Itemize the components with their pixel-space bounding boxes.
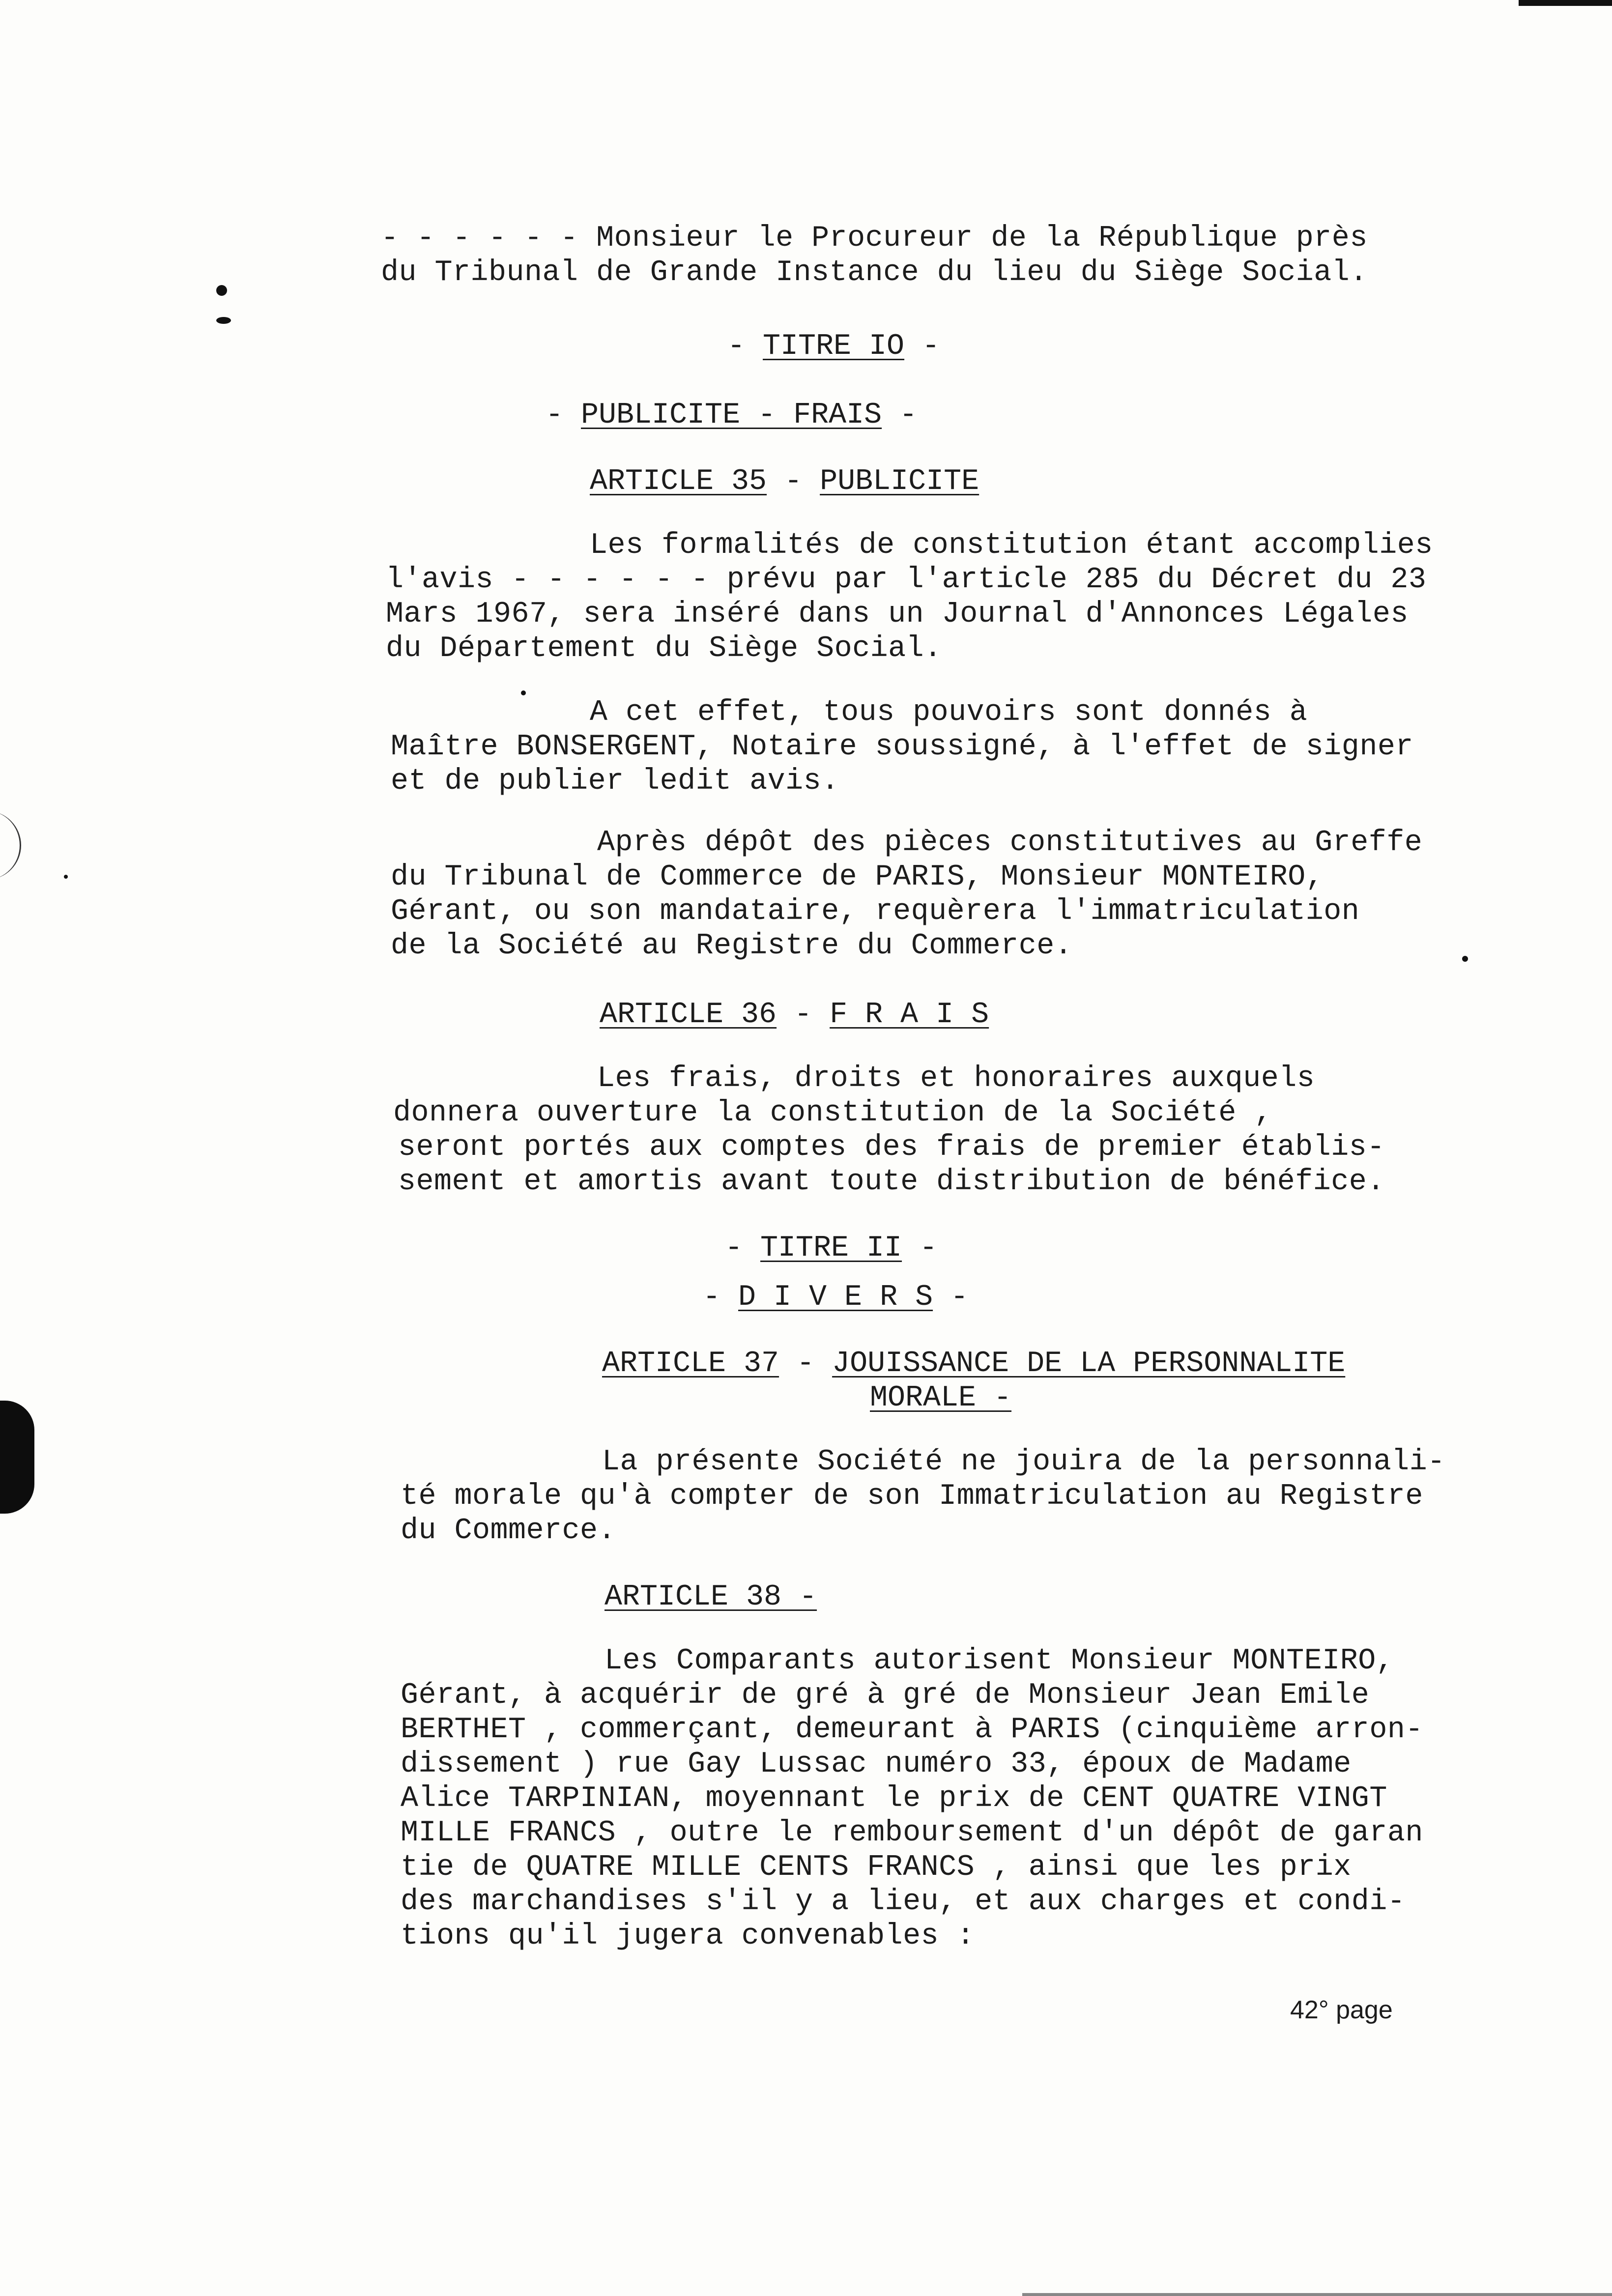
article-36-line-2: donnera ouverture la constitution de la Société , — [393, 1096, 1272, 1130]
article-35-title: PUBLICITE — [820, 465, 979, 498]
page-number: 42° page — [1290, 1996, 1393, 2024]
article-35-heading: ARTICLE 35 - PUBLICITE — [590, 465, 979, 498]
titre-10-subtitle: PUBLICITE - FRAIS — [581, 399, 882, 432]
article-38-line-4: dissement ) rue Gay Lussac numéro 33, époux de Madame — [401, 1748, 1352, 1781]
scan-speck — [1462, 956, 1468, 962]
article-38-line-9: tions qu'il jugera convenables : — [401, 1920, 975, 1953]
article-38-line-1: Les Comparants autorisent Monsieur MONTEIRO, — [604, 1644, 1394, 1678]
article-37-title-line-2-wrap — [870, 1383, 1011, 1413]
article-36-title: F R A I S — [830, 998, 989, 1032]
titre-11-label: TITRE II — [760, 1232, 902, 1265]
article-36-label: ARTICLE 36 — [600, 998, 777, 1032]
article-35-p2-line-2: Maître BONSERGENT, Notaire soussigné, à l'effet de signer — [391, 730, 1413, 764]
article-37-line-2: té morale qu'à compter de son Immatriculation au Registre — [401, 1480, 1423, 1513]
scan-bottom-edge — [1022, 2293, 1612, 2296]
scan-edge-mark — [1519, 0, 1612, 6]
scan-speck — [216, 285, 227, 296]
article-35-p2-line-3: et de publier ledit avis. — [391, 765, 839, 798]
article-35-p3-line-3: Gérant, ou son mandataire, requèrera l'immatriculation — [391, 895, 1360, 928]
article-35-p3-line-2: du Tribunal de Commerce de PARIS, Monsieur MONTEIRO, — [391, 861, 1324, 894]
titre-11-subtitle-heading: - D I V E R S - — [703, 1281, 969, 1314]
article-38-heading — [604, 1582, 817, 1612]
article-37-heading: ARTICLE 37 - JOUISSANCE DE LA PERSONNALITE — [602, 1347, 1346, 1380]
article-37-label: ARTICLE 37 — [602, 1347, 779, 1380]
article-37-line-1: La présente Société ne jouira de la personnali- — [602, 1445, 1445, 1479]
article-35-p3-line-1: Après dépôt des pièces constitutives au Greffe — [597, 826, 1423, 860]
scan-speck — [521, 690, 526, 695]
scan-edge-curve — [0, 811, 21, 880]
article-35-p3-line-4: de la Société au Registre du Commerce. — [391, 929, 1073, 963]
article-36-line-3: seront portés aux comptes des frais de premier établis- — [398, 1131, 1385, 1164]
article-37-title-line-2: MORALE - — [870, 1381, 1012, 1415]
binding-hole-shadow — [0, 1401, 34, 1514]
article-35-p2-line-1: A cet effet, tous pouvoirs sont donnés à — [590, 696, 1308, 729]
article-36-heading: ARTICLE 36 - F R A I S — [600, 998, 989, 1032]
intro-line-1: - - - - - - Monsieur le Procureur de la République près — [381, 222, 1368, 255]
scan-speck — [216, 317, 231, 324]
article-36-line-4: sement et amortis avant toute distribution de bénéfice. — [398, 1165, 1385, 1199]
article-38-line-6: MILLE FRANCS , outre le remboursement d'un dépôt de garan — [401, 1816, 1423, 1850]
article-37-title-line-1: JOUISSANCE DE LA PERSONNALITE — [832, 1347, 1346, 1380]
article-38-line-8: des marchandises s'il y a lieu, et aux charges et condi- — [401, 1885, 1406, 1919]
titre-10-heading: - TITRE IO - — [727, 330, 940, 363]
article-36-line-1: Les frais, droits et honoraires auxquels — [597, 1062, 1315, 1095]
article-35-label: ARTICLE 35 — [590, 465, 767, 498]
titre-11-subtitle: D I V E R S — [738, 1281, 933, 1314]
article-38-line-5: Alice TARPINIAN, moyennant le prix de CENT QUATRE VINGT — [401, 1782, 1387, 1815]
titre-11-heading: - TITRE II - — [725, 1232, 938, 1265]
titre-10-label: TITRE IO — [763, 330, 905, 363]
article-35-p1-line-1: Les formalités de constitution étant accomplies — [590, 529, 1433, 562]
article-38-label: ARTICLE 38 - — [604, 1580, 817, 1614]
article-37-line-3: du Commerce. — [401, 1514, 616, 1548]
article-35-p1-line-2: l'avis - - - - - - prévu par l'article 285 du Décret du 23 — [386, 563, 1427, 597]
article-35-p1-line-4: du Département du Siège Social. — [386, 632, 942, 665]
titre-10-subtitle-heading: - PUBLICITE - FRAIS - — [546, 399, 918, 432]
article-38-line-3: BERTHET , commerçant, demeurant à PARIS (cinquième arron- — [401, 1713, 1423, 1747]
article-38-line-7: tie de QUATRE MILLE CENTS FRANCS , ainsi que les prix — [401, 1851, 1352, 1884]
intro-line-2: du Tribunal de Grande Instance du lieu du Siège Social. — [381, 256, 1368, 289]
scan-speck — [64, 875, 68, 879]
article-38-line-2: Gérant, à acquérir de gré à gré de Monsieur Jean Emile — [401, 1679, 1370, 1712]
article-35-p1-line-3: Mars 1967, sera inséré dans un Journal d'Annonces Légales — [386, 598, 1409, 631]
